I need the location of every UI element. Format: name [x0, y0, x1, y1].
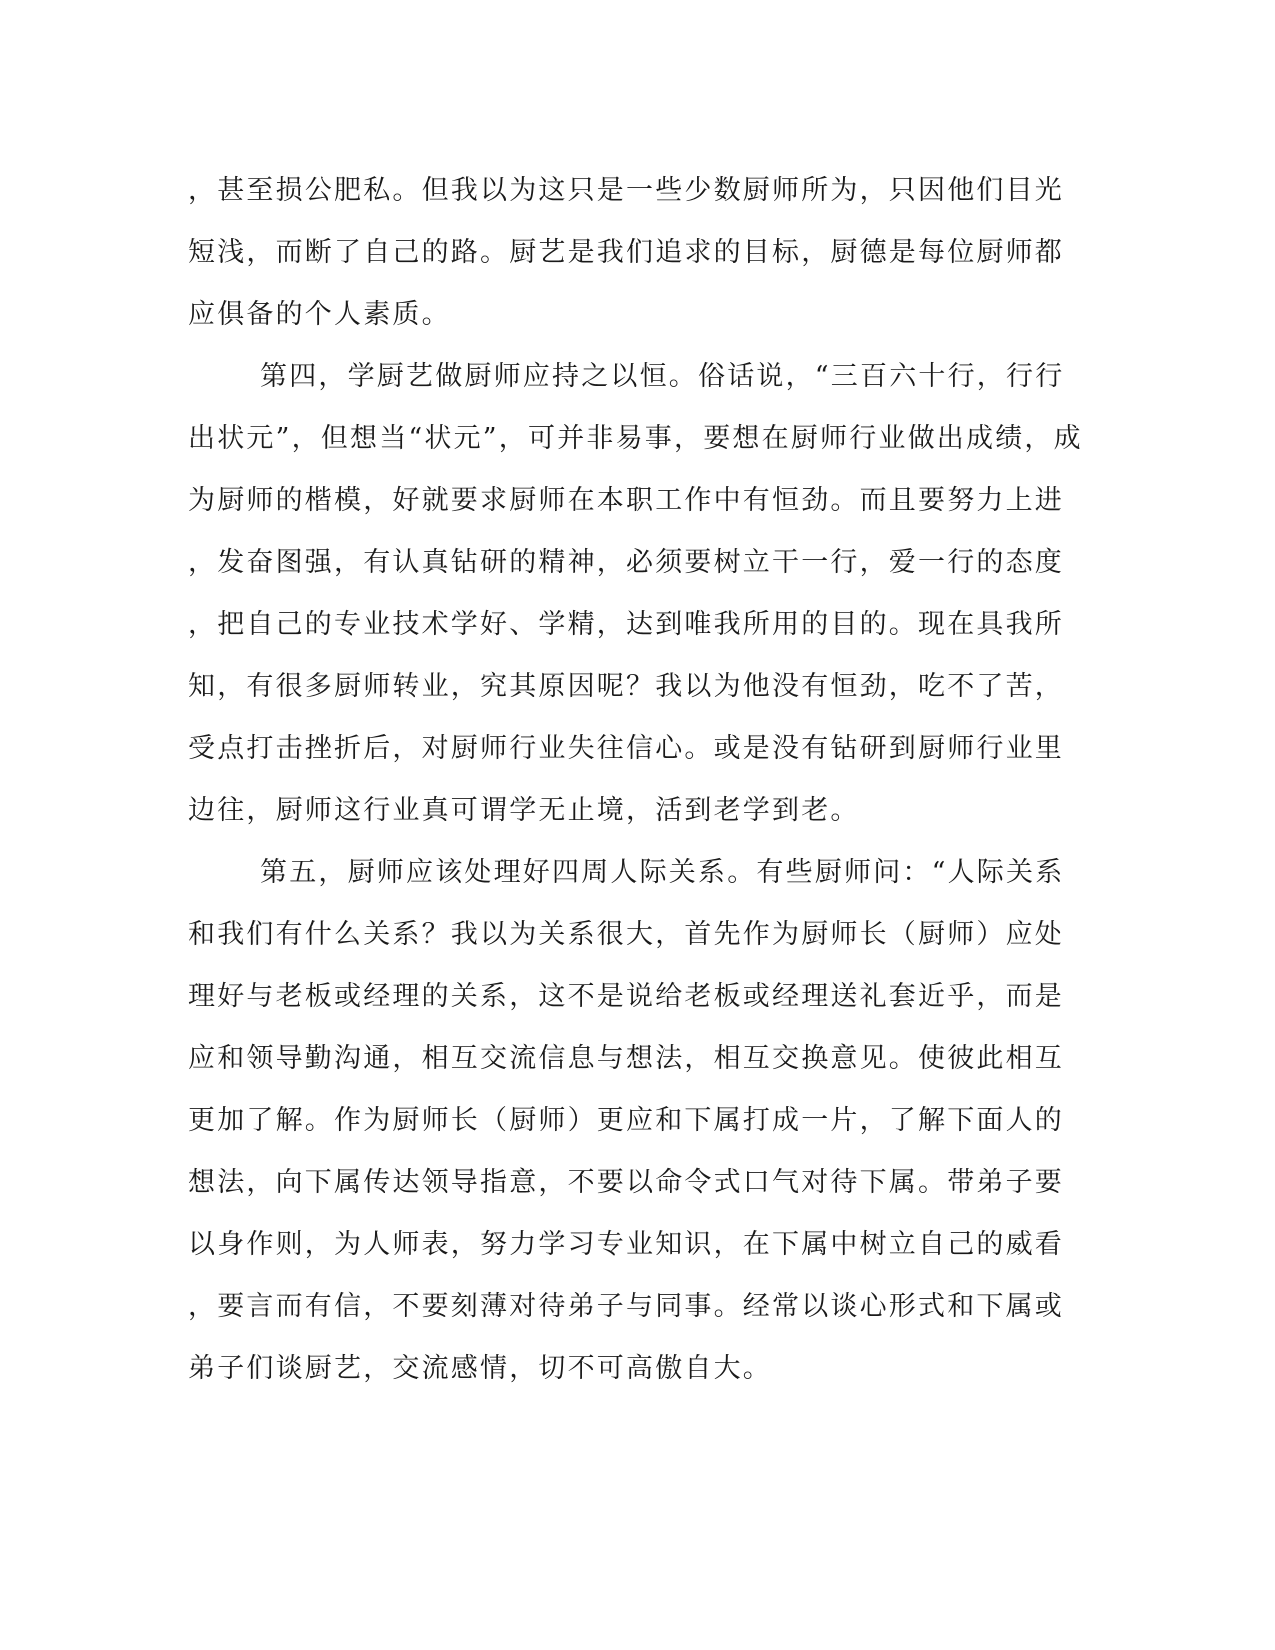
text-line: 以身作则，为人师表，努力学习专业知识，在下属中树立自己的威看	[188, 1229, 1064, 1260]
text-line: ，甚至损公肥私。但我以为这只是一些少数厨师所为，只因他们目光	[188, 175, 1064, 206]
text-line: 和我们有什么关系？我以为关系很大，首先作为厨师长（厨师）应处	[188, 919, 1064, 950]
text-line: 知，有很多厨师转业，究其原因呢？我以为他没有恒劲，吃不了苦，	[188, 671, 1064, 702]
text-line: 边往，厨师这行业真可谓学无止境，活到老学到老。	[188, 795, 860, 826]
text-line: 想法，向下属传达领导指意，不要以命令式口气对待下属。带弟子要	[188, 1167, 1064, 1198]
text-line: 更加了解。作为厨师长（厨师）更应和下属打成一片，了解下面人的	[188, 1105, 1064, 1136]
text-line: 弟子们谈厨艺，交流感情，切不可高傲自大。	[188, 1353, 772, 1384]
text-line: 短浅，而断了自己的路。厨艺是我们追求的目标，厨德是每位厨师都	[188, 237, 1064, 268]
text-line: 理好与老板或经理的关系，这不是说给老板或经理送礼套近乎，而是	[188, 981, 1064, 1012]
text-line: 应和领导勤沟通，相互交流信息与想法，相互交换意见。使彼此相互	[188, 1043, 1064, 1074]
text-line: ，要言而有信，不要刻薄对待弟子与同事。经常以谈心形式和下属或	[188, 1291, 1064, 1322]
body-text	[188, 160, 1083, 1400]
text-line: 为厨师的楷模，好就要求厨师在本职工作中有恒劲。而且要努力上进	[188, 485, 1064, 516]
text-line: ，发奋图强，有认真钻研的精神，必须要树立干一行，爱一行的态度	[188, 547, 1064, 578]
paragraph-start-line: 第五，厨师应该处理好四周人际关系。有些厨师问：“人际关系	[260, 857, 1065, 888]
text-line: 受点打击挫折后，对厨师行业失往信心。或是没有钻研到厨师行业里	[188, 733, 1064, 764]
paragraph-start-line: 第四，学厨艺做厨师应持之以恒。俗话说，“三百六十行，行行	[260, 361, 1065, 392]
text-line: 出状元”，但想当“状元”，可并非易事，要想在厨师行业做出成绩，成	[188, 423, 1083, 454]
text-line: ，把自己的专业技术学好、学精，达到唯我所用的目的。现在具我所	[188, 609, 1064, 640]
text-line: 应俱备的个人素质。	[188, 299, 451, 330]
